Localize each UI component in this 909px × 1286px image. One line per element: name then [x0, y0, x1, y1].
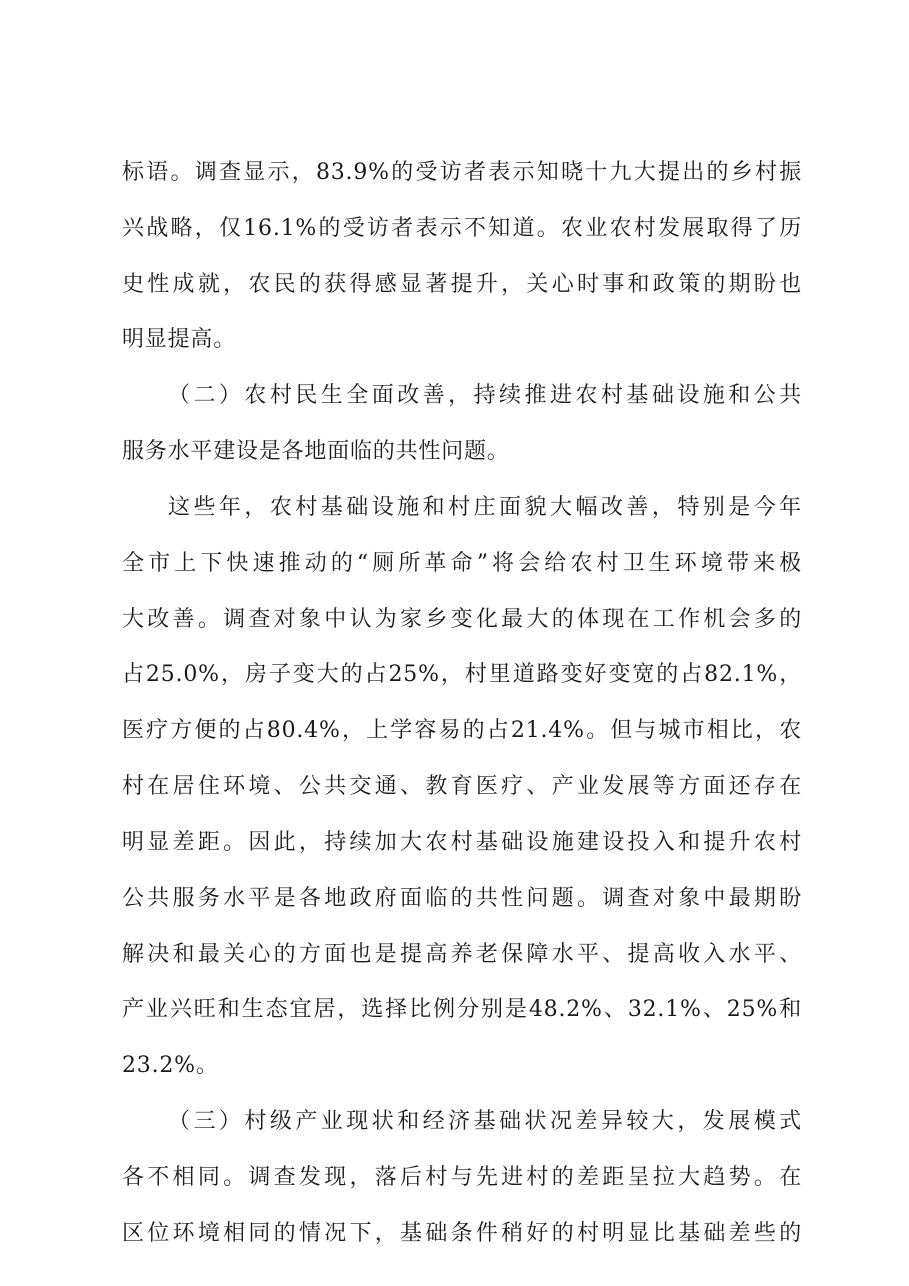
section-heading-three-line-1: （三）村级产业现状和经济基础状况差异较大，发展模式	[168, 1109, 802, 1134]
text-line: 大改善。调查对象中认为家乡变化最大的体现在工作机会多的	[122, 607, 802, 632]
text-line: 这些年，农村基础设施和村庄面貌大幅改善，特别是今年	[168, 495, 802, 520]
text-line: 兴战略，仅16.1%的受访者表示不知道。农业农村发展取得了历	[122, 216, 802, 241]
text-line: 全市上下快速推动的“厕所革命”将会给农村卫生环境带来极	[122, 551, 802, 576]
text-line: 23.2%。	[122, 1053, 219, 1078]
text-line: 明显差距。因此，持续加大农村基础设施建设投入和提升农村	[122, 830, 802, 855]
text-line: 区位环境相同的情况下，基础条件稍好的村明显比基础差些的	[122, 1221, 802, 1246]
text-line: 各不相同。调查发现，落后村与先进村的差距呈拉大趋势。在	[122, 1165, 802, 1190]
text-line: 公共服务水平是各地政府面临的共性问题。调查对象中最期盼	[122, 886, 802, 911]
text-line: 标语。调查显示，83.9%的受访者表示知晓十九大提出的乡村振	[122, 160, 802, 185]
text-line: 明显提高。	[122, 327, 237, 352]
text-line: 占25.0%，房子变大的占25%，村里道路变好变宽的占82.1%，	[122, 662, 802, 687]
section-heading-two-line-1: （二）农村民生全面改善，持续推进农村基础设施和公共	[168, 383, 802, 408]
section-heading-two-line-2: 服务水平建设是各地面临的共性问题。	[122, 439, 510, 464]
text-line: 解决和最关心的方面也是提高养老保障水平、提高收入水平、	[122, 942, 802, 967]
text-line: 医疗方便的占80.4%，上学容易的占21.4%。但与城市相比，农	[122, 718, 802, 743]
text-line: 史性成就，农民的获得感显著提升，关心时事和政策的期盼也	[122, 272, 802, 297]
text-line: 产业兴旺和生态宜居，选择比例分别是48.2%、32.1%、25%和	[122, 997, 802, 1022]
text-line: 村在居住环境、公共交通、教育医疗、产业发展等方面还存在	[122, 774, 802, 799]
